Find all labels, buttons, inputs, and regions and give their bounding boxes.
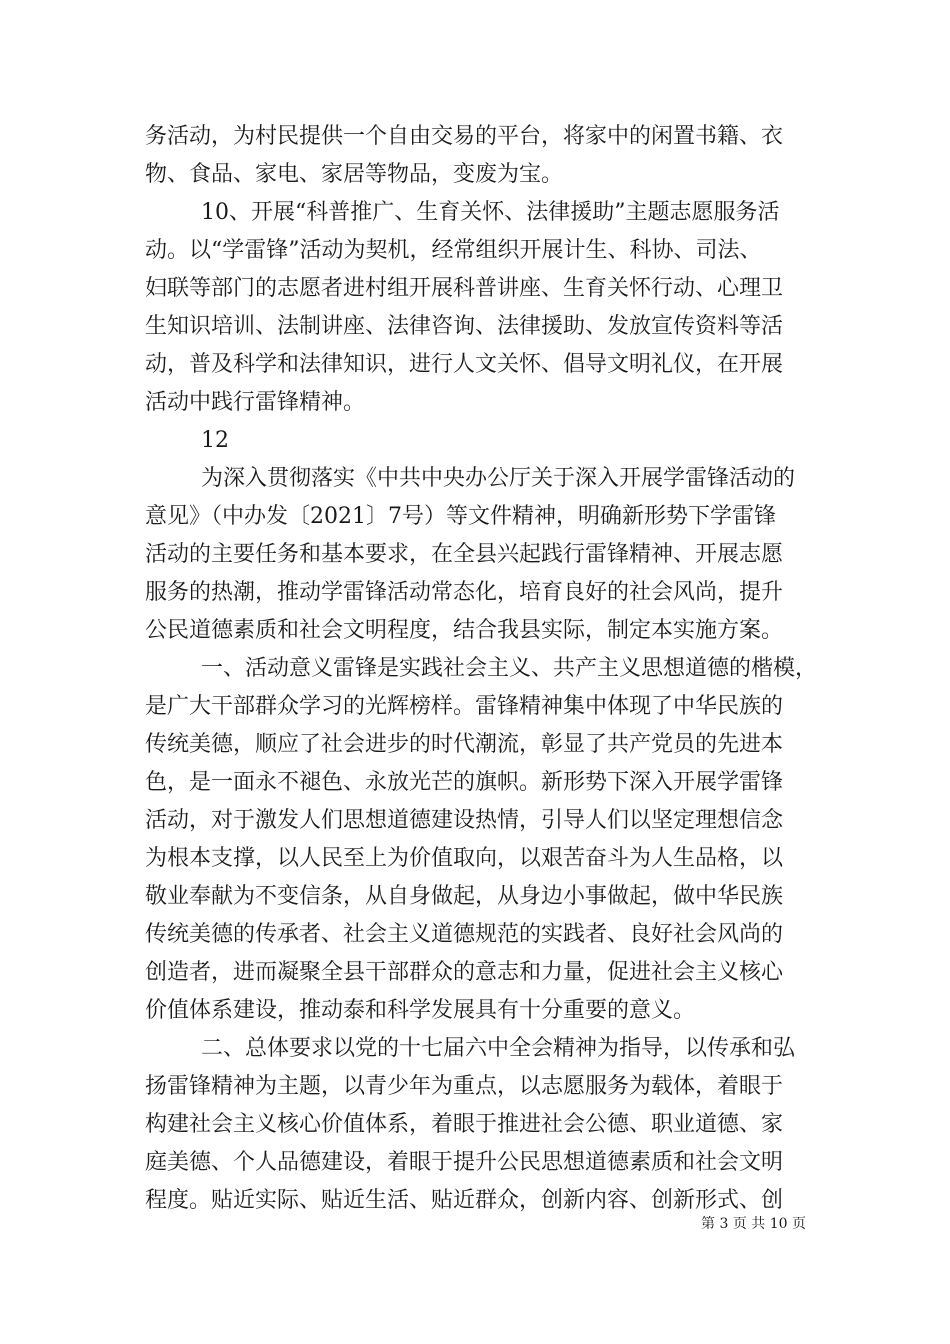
text-line: 为深入贯彻落实《中共中央办公厅关于深入开展学雷锋活动的 [201, 466, 796, 491]
text-line: 10、开展“科普推广、生育关怀、法律援助”主题志愿服务活 [201, 200, 780, 225]
text-line: 动，普及科学和法律知识，进行人文关怀、倡导文明礼仪，在开展 [145, 352, 784, 377]
text-line: 务活动，为村民提供一个自由交易的平台，将家中的闲置书籍、衣 [145, 124, 784, 149]
text-line: 传统美德，顺应了社会进步的时代潮流，彰显了共产党员的先进本 [145, 732, 784, 757]
text-line: 物、食品、家电、家居等物品，变废为宝。 [145, 162, 564, 187]
text-line: 一、活动意义雷锋是实践社会主义、共产主义思想道德的楷模， [201, 656, 818, 681]
text-line: 二、总体要求以党的十七届六中全会精神为指导，以传承和弘 [201, 1036, 796, 1061]
text-line: 妇联等部门的志愿者进村组开展科普讲座、生育关怀行动、心理卫 [145, 276, 784, 301]
text-line: 价值体系建设，推动泰和科学发展具有十分重要的意义。 [145, 998, 696, 1023]
page-number: 第 3 页 共 10 页 [701, 1216, 806, 1232]
text-line: 生知识培训、法制讲座、法律咨询、法律援助、发放宣传资料等活 [145, 314, 784, 339]
section-number: 12 [201, 428, 229, 453]
text-line: 意见》（中办发〔2021〕7号）等文件精神，明确新形势下学雷锋 [145, 504, 776, 529]
text-line: 敬业奉献为不变信条，从自身做起，从身边小事做起，做中华民族 [145, 884, 784, 909]
text-line: 色，是一面永不褪色、永放光芒的旗帜。新形势下深入开展学雷锋 [145, 770, 784, 795]
text-line: 构建社会主义核心价值体系，着眼于推进社会公德、职业道德、家 [145, 1112, 784, 1137]
text-line: 庭美德、个人品德建设，着眼于提升公民思想道德素质和社会文明 [145, 1150, 784, 1175]
text-line: 是广大干部群众学习的光辉榜样。雷锋精神集中体现了中华民族的 [145, 694, 784, 719]
text-line: 程度。贴近实际、贴近生活、贴近群众，创新内容、创新形式、创 [145, 1188, 784, 1213]
text-line: 创造者，进而凝聚全县干部群众的意志和力量，促进社会主义核心 [145, 960, 784, 985]
text-line: 服务的热潮，推动学雷锋活动常态化，培育良好的社会风尚，提升 [145, 580, 784, 605]
text-line: 扬雷锋精神为主题，以青少年为重点，以志愿服务为载体，着眼于 [145, 1074, 784, 1099]
text-line: 传统美德的传承者、社会主义道德规范的实践者、良好社会风尚的 [145, 922, 784, 947]
text-line: 活动的主要任务和基本要求，在全县兴起践行雷锋精神、开展志愿 [145, 542, 784, 567]
text-line: 活动，对于激发人们思想道德建设热情，引导人们以坚定理想信念 [145, 808, 784, 833]
text-line: 动。以“学雷锋”活动为契机，经常组织开展计生、科协、司法、 [145, 238, 762, 263]
text-line: 公民道德素质和社会文明程度，结合我县实际，制定本实施方案。 [145, 618, 784, 643]
text-line: 为根本支撑，以人民至上为价值取向，以艰苦奋斗为人生品格，以 [145, 846, 784, 871]
text-line: 活动中践行雷锋精神。 [145, 390, 366, 415]
